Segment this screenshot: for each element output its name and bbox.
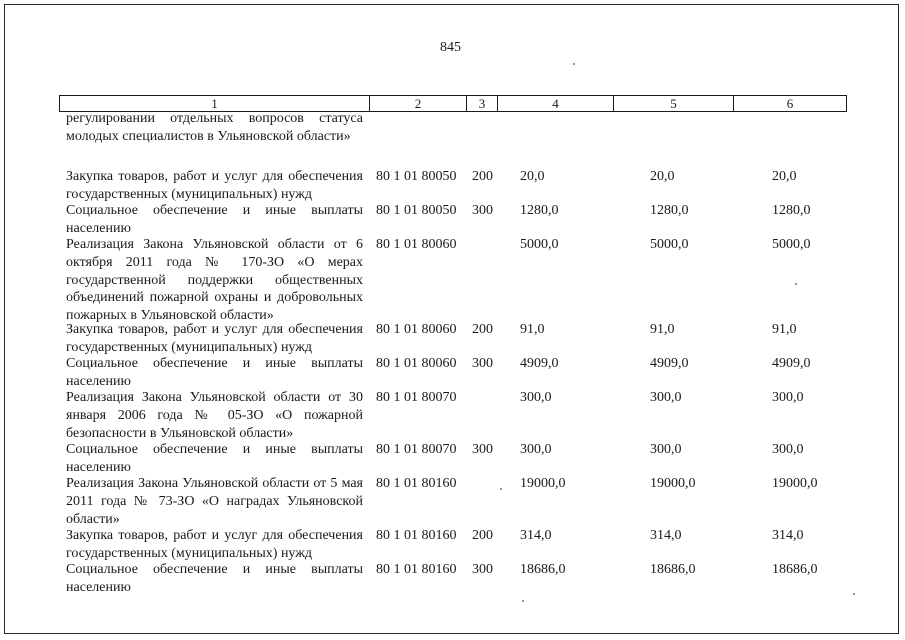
row-code: 80 1 01 80060: [376, 322, 457, 337]
row-expense-type: 200: [472, 528, 493, 543]
row-code: 80 1 01 80160: [376, 528, 457, 543]
row-expense-type: 200: [472, 169, 493, 184]
scan-speck: [500, 488, 502, 490]
row-value-col4: 314,0: [520, 528, 552, 543]
row-value-col6: 5000,0: [772, 237, 811, 252]
row-value-col5: 1280,0: [650, 203, 689, 218]
row-code: 80 1 01 80050: [376, 169, 457, 184]
row-code: 80 1 01 80070: [376, 390, 457, 405]
row-description: Реализация Закона Ульяновской области от 5 мая 2011 года № 73-ЗО «О наградах Ульяновской области»: [66, 476, 363, 527]
row-code: 80 1 01 80060: [376, 356, 457, 371]
row-description: Закупка товаров, работ и услуг для обеспечения государственных (муниципальных) нужд: [66, 322, 363, 355]
row-value-col5: 20,0: [650, 169, 675, 184]
row-value-col6: 300,0: [772, 442, 804, 457]
row-code: 80 1 01 80160: [376, 476, 457, 491]
row-value-col4: 300,0: [520, 390, 552, 405]
row-value-col4: 20,0: [520, 169, 545, 184]
row-code: 80 1 01 80160: [376, 562, 457, 577]
header-col-1: 1: [60, 96, 370, 111]
row-value-col6: 20,0: [772, 169, 797, 184]
row-value-col6: 4909,0: [772, 356, 811, 371]
header-col-3: 3: [467, 96, 498, 111]
row-description: Социальное обеспечение и иные выплаты населению: [66, 562, 363, 595]
row-value-col4: 300,0: [520, 442, 552, 457]
row-value-col4: 5000,0: [520, 237, 559, 252]
row-value-col6: 300,0: [772, 390, 804, 405]
row-expense-type: 200: [472, 322, 493, 337]
header-col-2: 2: [370, 96, 467, 111]
row-expense-type: 300: [472, 203, 493, 218]
row-value-col6: 314,0: [772, 528, 804, 543]
header-col-4: 4: [498, 96, 614, 111]
row-description: Закупка товаров, работ и услуг для обеспечения государственных (муниципальных) нужд: [66, 528, 363, 561]
scan-speck: [522, 600, 524, 602]
row-value-col6: 1280,0: [772, 203, 811, 218]
row-description: Закупка товаров, работ и услуг для обеспечения государственных (муниципальных) нужд: [66, 169, 363, 202]
row-value-col5: 18686,0: [650, 562, 696, 577]
row-description: регулировании отдельных вопросов статуса молодых специалистов в Ульяновской области»: [66, 111, 363, 144]
row-expense-type: 300: [472, 356, 493, 371]
row-description: Реализация Закона Ульяновской области от 6 октября 2011 года № 170-ЗО «О мерах государственной поддержки общественных объединений пожарной охраны и добровольных пожарных в Ульяновской области»: [66, 237, 363, 324]
row-value-col5: 314,0: [650, 528, 682, 543]
row-value-col6: 91,0: [772, 322, 797, 337]
header-col-5: 5: [614, 96, 734, 111]
row-expense-type: 300: [472, 562, 493, 577]
row-value-col4: 18686,0: [520, 562, 566, 577]
row-value-col5: 300,0: [650, 390, 682, 405]
row-value-col5: 300,0: [650, 442, 682, 457]
scan-speck: [853, 593, 855, 595]
row-value-col5: 19000,0: [650, 476, 696, 491]
row-expense-type: 300: [472, 442, 493, 457]
row-value-col4: 4909,0: [520, 356, 559, 371]
scan-speck: [795, 283, 797, 285]
scan-speck: [573, 63, 575, 65]
row-description: Социальное обеспечение и иные выплаты населению: [66, 442, 363, 475]
row-value-col4: 19000,0: [520, 476, 566, 491]
page-number: 845: [440, 40, 461, 55]
row-value-col5: 4909,0: [650, 356, 689, 371]
row-code: 80 1 01 80070: [376, 442, 457, 457]
row-value-col4: 1280,0: [520, 203, 559, 218]
row-value-col6: 19000,0: [772, 476, 818, 491]
row-value-col5: 5000,0: [650, 237, 689, 252]
row-description: Социальное обеспечение и иные выплаты населению: [66, 203, 363, 236]
row-description: Реализация Закона Ульяновской области от 30 января 2006 года № 05-ЗО «О пожарной безопасности в Ульяновской области»: [66, 390, 363, 441]
row-code: 80 1 01 80060: [376, 237, 457, 252]
header-col-6: 6: [786, 96, 794, 111]
row-value-col5: 91,0: [650, 322, 675, 337]
row-description: Социальное обеспечение и иные выплаты населению: [66, 356, 363, 389]
row-value-col4: 91,0: [520, 322, 545, 337]
row-code: 80 1 01 80050: [376, 203, 457, 218]
row-value-col6: 18686,0: [772, 562, 818, 577]
